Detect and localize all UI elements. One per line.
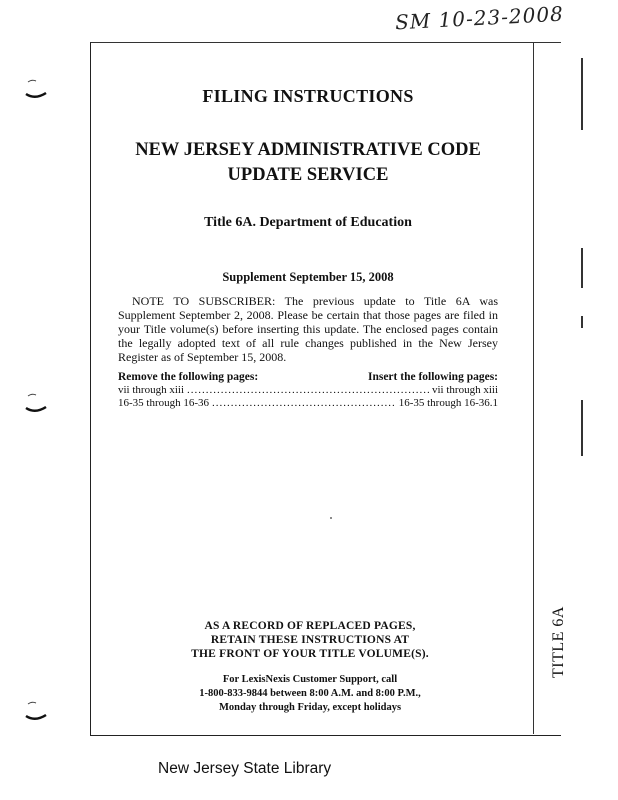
insert-pages-value: vii through xiii: [432, 384, 498, 396]
page-edge-mark: [581, 400, 583, 456]
insert-pages-header: Insert the following pages:: [367, 371, 498, 383]
title-tab-label: TITLE 6A: [550, 606, 567, 678]
remove-pages-header: Remove the following pages:: [118, 371, 259, 383]
tab-divider-line: [533, 42, 534, 734]
punch-hole-mark: [22, 700, 48, 722]
support-line: 1-800-833-9844 between 8:00 A.M. and 8:00 P.M.,: [199, 688, 421, 699]
insert-pages-value: 16-35 through 16-36.1: [398, 397, 498, 409]
page-edge-mark: [581, 316, 583, 328]
page-replacement-table: [118, 370, 498, 410]
instruction-content: [118, 86, 498, 410]
supplement-date: Supplement September 15, 2008: [222, 270, 394, 284]
punch-hole-mark: [22, 78, 48, 100]
record-line: AS A RECORD OF REPLACED PAGES,: [204, 620, 416, 632]
table-row: [118, 397, 498, 410]
title-tab: [539, 592, 579, 692]
page-title: FILING INSTRUCTIONS: [202, 86, 414, 106]
code-title-line-1: NEW JERSEY ADMINISTRATIVE CODE: [135, 140, 481, 160]
dot-leader: [187, 384, 429, 397]
page-edge-mark: [581, 248, 583, 288]
record-line: THE FRONT OF YOUR TITLE VOLUME(S).: [191, 648, 429, 660]
subscriber-note: NOTE TO SUBSCRIBER: The previous update to Title 6A was Supplement September 2, 2008. Please be certain that those pages are filed in your Title volume(s) before inserting this update. The enclosed pages contain the legally adopted text of all rule changes published in the New Jersey Register as of September 15, 2008.: [118, 294, 498, 364]
table-header: [118, 370, 498, 384]
page-edge-mark: [581, 58, 583, 130]
table-row: [118, 384, 498, 397]
remove-pages-value: vii through xiii: [118, 384, 184, 396]
library-stamp: New Jersey State Library: [158, 760, 332, 777]
title-department: Title 6A. Department of Education: [204, 215, 412, 230]
handwritten-date-note: SM 10-23-2008: [394, 1, 565, 35]
support-line: For LexisNexis Customer Support, call: [222, 674, 398, 685]
code-title-line-2: UPDATE SERVICE: [227, 165, 389, 185]
remove-pages-value: 16-35 through 16-36: [118, 397, 210, 409]
dot-leader: [212, 397, 396, 410]
footer-instructions: [160, 619, 460, 715]
record-line: RETAIN THESE INSTRUCTIONS AT: [210, 634, 410, 646]
punch-hole-mark: [22, 392, 48, 414]
support-line: Monday through Friday, except holidays: [218, 702, 402, 713]
scan-speck: [330, 517, 332, 519]
